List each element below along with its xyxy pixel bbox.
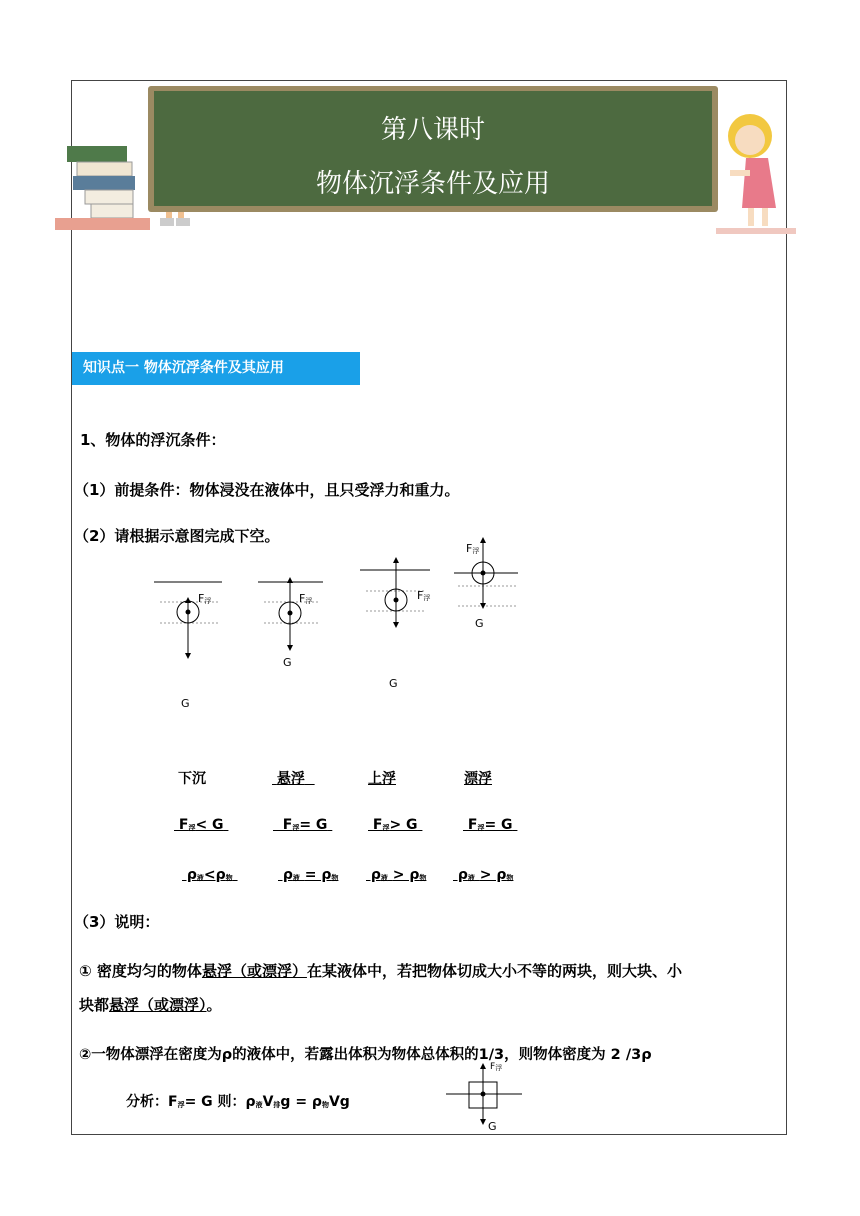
lesson-title: 第八课时 bbox=[380, 115, 485, 145]
block-buoyancy-label: $F_浮$ bbox=[490, 1062, 503, 1072]
diagram4-buoyancy-label: $F_浮$ bbox=[466, 542, 480, 555]
diagram3-gravity-label: G bbox=[389, 677, 398, 690]
density-relation-floating: $\rho_液 > \rho_物$ bbox=[453, 867, 514, 883]
floating-block-diagram bbox=[440, 1058, 530, 1138]
analysis-line: 分析：$F_浮= G$ 则：$\rho_液V_排g = \rho_物Vg$ bbox=[126, 1094, 350, 1110]
chalkboard-surface bbox=[154, 91, 712, 206]
state-name-suspended: 悬浮 bbox=[276, 771, 305, 787]
diagram3-buoyancy-label: $F_浮$ bbox=[417, 589, 431, 602]
lesson-subtitle: 物体沉浮条件及应用 bbox=[315, 169, 550, 199]
density-relation-sinking: $\rho_液<\rho_物$ bbox=[182, 867, 233, 883]
books-illustration bbox=[55, 140, 155, 240]
state-name-sinking: 下沉 bbox=[178, 771, 206, 787]
diagram4-gravity-label: G bbox=[475, 617, 484, 630]
note-1-line-1: ① 密度均匀的物体悬浮（或漂浮）在某液体中，若把物体切成大小不等的两块，则大块、小 bbox=[79, 962, 682, 980]
density-relation-suspended: $\rho_液 = \rho_物$ bbox=[278, 867, 339, 883]
instruction-line: （2）请根据示意图完成下空。 bbox=[74, 527, 280, 545]
diagram2-buoyancy-label: $F_浮$ bbox=[299, 592, 313, 605]
force-relation-rising: $F_浮> G$ bbox=[368, 817, 418, 833]
notes-heading: （3）说明： bbox=[74, 913, 160, 931]
density-relation-rising: $\rho_液 > \rho_物$ bbox=[366, 867, 427, 883]
heading-float-conditions: 1、物体的浮沉条件： bbox=[80, 431, 226, 449]
diagram1-buoyancy-label: $F_浮$ bbox=[198, 592, 212, 605]
chalkboard bbox=[148, 86, 718, 212]
diagram1-gravity-label: G bbox=[181, 697, 190, 710]
force-relation-suspended: $F_浮= G$ bbox=[273, 817, 328, 833]
block-gravity-label: G bbox=[488, 1120, 497, 1133]
state-name-floating: 漂浮 bbox=[464, 771, 492, 787]
note-1-line-2: 块都悬浮（或漂浮）。 bbox=[79, 996, 222, 1014]
diagram2-gravity-label: G bbox=[283, 656, 292, 669]
girl-illustration bbox=[716, 108, 796, 238]
premise-line: （1）前提条件：物体浸没在液体中，且只受浮力和重力。 bbox=[74, 481, 460, 499]
force-relation-floating: $F_浮= G$ bbox=[463, 817, 513, 833]
state-name-rising: 上浮 bbox=[368, 771, 396, 787]
note-2-line: ②一物体漂浮在密度为ρ的液体中，若露出体积为物体总体积的1/3，则物体密度为 2 /3ρ bbox=[79, 1047, 652, 1063]
force-relation-sinking: $F_浮< G$ bbox=[174, 817, 224, 833]
section-tag: 知识点一 物体沉浮条件及其应用 bbox=[72, 352, 360, 385]
